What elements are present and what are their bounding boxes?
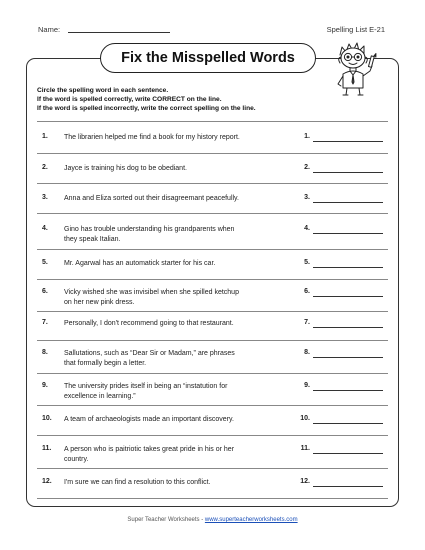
answer-line[interactable] [313, 390, 383, 391]
row-separator [37, 435, 388, 436]
question-sentence [64, 382, 296, 402]
row-separator [37, 121, 388, 122]
title-banner [100, 43, 316, 73]
row-separator [37, 279, 388, 280]
sentence-line: The university prides itself in being an “instatution for [64, 383, 228, 390]
answer-line[interactable] [313, 202, 383, 203]
answer-number: 5. [304, 259, 310, 266]
sentence-line: that formally begin a letter. [64, 360, 147, 367]
answer-line[interactable] [313, 327, 383, 328]
name-label: Name: [38, 25, 61, 34]
question-number: 10. [42, 415, 52, 422]
answer-number: 4. [304, 225, 310, 232]
question-number: 7. [42, 319, 48, 326]
spelling-list-id: Spelling List E-21 [326, 25, 385, 34]
row-separator [37, 498, 388, 499]
row-separator [37, 373, 388, 374]
row-separator [37, 249, 388, 250]
answer-number: 1. [304, 133, 310, 140]
sentence-line: Vicky wished she was invisibel when she spilled ketchup [64, 289, 239, 296]
question-number: 1. [42, 133, 48, 140]
question-number: 4. [42, 225, 48, 232]
instruction-line-1: Circle the spelling word in each sentence. [37, 87, 169, 94]
sentence-line: A team of archaeologists made an important discovery. [64, 416, 234, 423]
instruction-line-3: If the word is spelled incorrectly, write the correct spelling on the line. [37, 105, 256, 112]
sentence-line: Sallutations, such as “Dear Sir or Madam,” are phrases [64, 350, 235, 357]
sentence-line: they speak Italian. [64, 236, 121, 243]
sentence-line: The librarien helped me find a book for my history report. [64, 134, 240, 141]
row-separator [37, 468, 388, 469]
answer-number: 2. [304, 164, 310, 171]
name-field[interactable] [68, 32, 170, 33]
answer-line[interactable] [313, 423, 383, 424]
sentence-line: Anna and Eliza sorted out their disagreemant peacefully. [64, 195, 239, 202]
question-number: 2. [42, 164, 48, 171]
question-number: 6. [42, 288, 48, 295]
question-number: 5. [42, 259, 48, 266]
sentence-line: Mr. Agarwal has an automatick starter for his car. [64, 260, 216, 267]
question-sentence [64, 478, 296, 488]
question-sentence [64, 133, 296, 143]
page-title: Fix the Misspelled Words [121, 50, 295, 66]
question-number: 8. [42, 349, 48, 356]
sentence-line: excellence in learning.” [64, 393, 136, 400]
answer-line[interactable] [313, 296, 383, 297]
question-sentence [64, 164, 296, 174]
worksheet-border [26, 58, 399, 507]
answer-line[interactable] [313, 141, 383, 142]
sentence-line: A person who is paitriotic takes great pride in his or her [64, 446, 235, 453]
answer-number: 11. [300, 445, 310, 452]
question-sentence [64, 349, 296, 369]
question-number: 11. [42, 445, 52, 452]
answer-number: 3. [304, 194, 310, 201]
answer-number: 8. [304, 349, 310, 356]
answer-line[interactable] [313, 267, 383, 268]
row-separator [37, 340, 388, 341]
sentence-line: Personally, I don't recommend going to that restaurant. [64, 320, 234, 327]
question-sentence [64, 225, 296, 245]
row-separator [37, 183, 388, 184]
instructions [37, 86, 256, 113]
question-number: 12. [42, 478, 52, 485]
answer-number: 6. [304, 288, 310, 295]
footer-brand: Super Teacher Worksheets [127, 517, 200, 523]
sentence-line: on her new pink dress. [64, 299, 135, 306]
student-mascot-icon [326, 38, 382, 98]
question-sentence [64, 259, 296, 269]
question-number: 3. [42, 194, 48, 201]
question-sentence [64, 194, 296, 204]
row-separator [37, 213, 388, 214]
question-sentence [64, 415, 296, 425]
answer-number: 7. [304, 319, 310, 326]
question-number: 9. [42, 382, 48, 389]
answer-number: 10. [300, 415, 310, 422]
sentence-line: Jayce is training his dog to be obediant. [64, 165, 187, 172]
question-sentence [64, 288, 296, 308]
row-separator [37, 153, 388, 154]
sentence-line: country. [64, 456, 89, 463]
answer-line[interactable] [313, 357, 383, 358]
instruction-line-2: If the word is spelled correctly, write CORRECT on the line. [37, 96, 222, 103]
footer-separator: - [201, 517, 204, 523]
answer-line[interactable] [313, 172, 383, 173]
row-separator [37, 311, 388, 312]
sentence-line: I'm sure we can find a resolution to this conflict. [64, 479, 211, 486]
answer-number: 9. [304, 382, 310, 389]
row-separator [37, 405, 388, 406]
sentence-line: Gino has trouble understanding his grandparents when [64, 226, 235, 233]
name-row [38, 25, 170, 34]
answer-line[interactable] [313, 486, 383, 487]
answer-line[interactable] [313, 453, 383, 454]
answer-number: 12. [300, 478, 310, 485]
question-sentence [64, 445, 296, 465]
answer-line[interactable] [313, 233, 383, 234]
footer [0, 517, 425, 523]
question-sentence [64, 319, 296, 329]
footer-link[interactable]: www.superteacherworksheets.com [204, 517, 298, 523]
